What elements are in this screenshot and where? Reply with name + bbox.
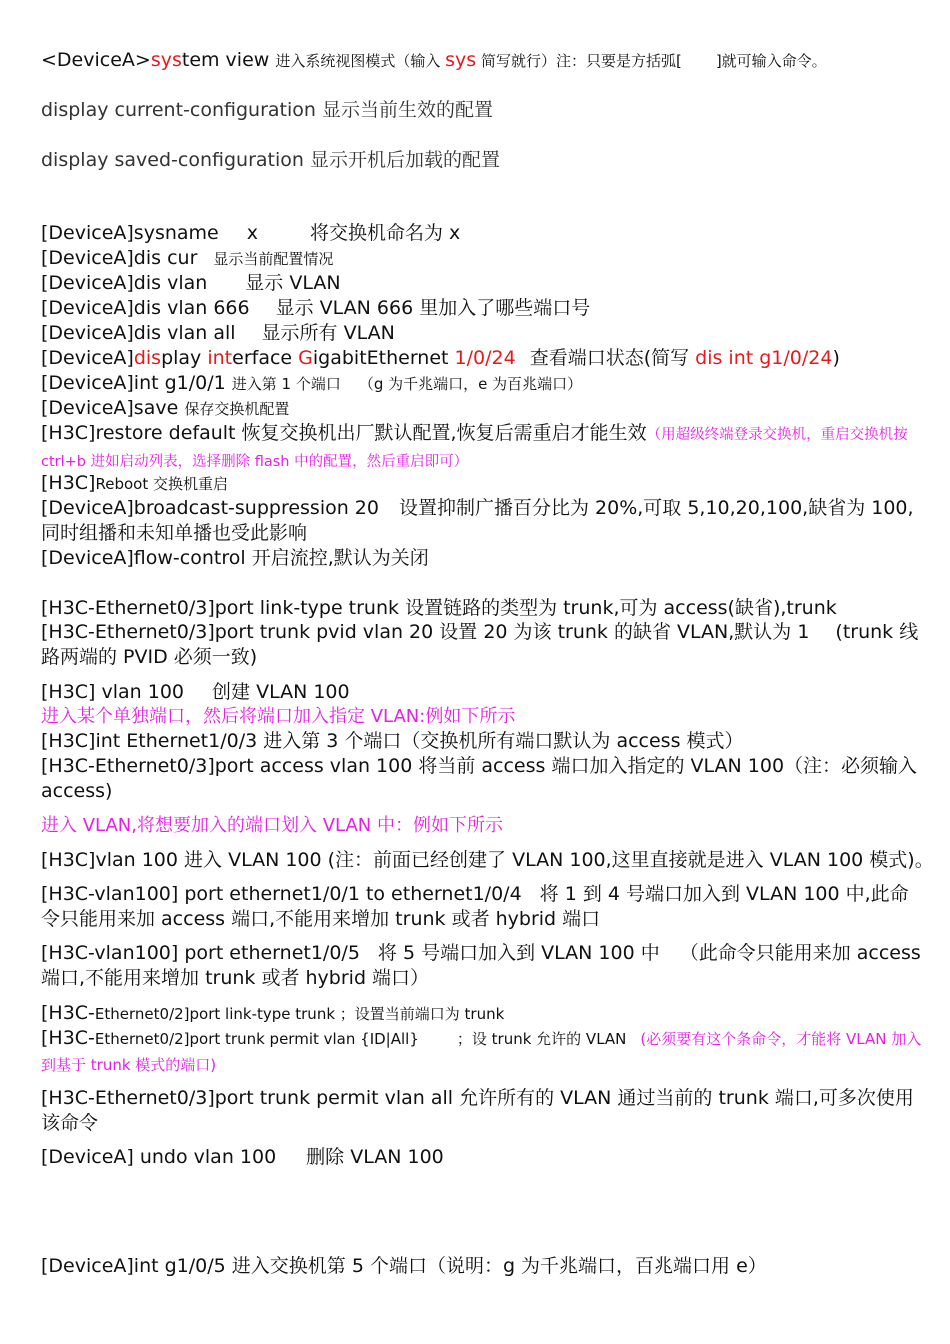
section-heading-text: 进入某个单独端口，然后将端口加入指定 VLAN:例如下所示	[41, 706, 516, 727]
line-dis-cur	[41, 246, 924, 272]
cmd-highlight-port: 1/0/24	[454, 347, 516, 369]
line-trunk-pvid	[41, 620, 924, 670]
desc-text: 删除 VLAN 100	[306, 1146, 444, 1168]
line-display-saved	[41, 148, 924, 173]
cmd-arg: x	[246, 222, 258, 244]
cmd-text: [DeviceA]sysname	[41, 222, 219, 244]
cmd-text-3: igabitEthernet	[312, 347, 455, 369]
desc-text: 开启流控,默认为关闭	[251, 547, 429, 569]
cmd-text: [DeviceA]dis cur	[41, 247, 198, 269]
line-enter-vlan-100	[41, 848, 934, 873]
line-port-access-vlan	[41, 754, 924, 804]
cmd-text: Ethernet0/2]port link-type trunk ；设置当前端口为 trunk	[94, 1005, 505, 1023]
cmd-text: [H3C-Ethernet0/3]port link-type trunk	[41, 597, 406, 619]
cmd-text: [DeviceA]broadcast-suppression 20	[41, 497, 379, 519]
desc-text: 将交换机命名为 x	[309, 222, 461, 244]
cmd-highlight-g: G	[298, 347, 313, 369]
desc-text: 将当前 access 端口加入指定的 VLAN 100（注：必须输入 access)	[41, 755, 918, 802]
desc-text: 交换机重启	[152, 475, 228, 493]
desc-text: 显示当前配置情况	[213, 250, 334, 268]
cmd-text: display current-configuration	[41, 99, 322, 121]
desc-text: 恢复交换机出厂默认配置,恢复后需重启才能生效	[241, 422, 647, 444]
desc-note: (trunk 线路两端的 PVID 必须一致)	[41, 621, 919, 668]
cmd-text: [H3C] vlan 100	[41, 681, 185, 703]
cmd-text: [DeviceA]dis vlan	[41, 272, 208, 294]
cmd-highlight-sys: sys	[150, 49, 182, 71]
desc-highlight-short: dis int g1/0/24	[695, 347, 833, 369]
cmd-text: Ethernet0/2]port trunk permit vlan {ID|All}	[94, 1030, 419, 1048]
line-port-range	[41, 882, 924, 932]
desc-text-2: 简写就行）注：只要是方括弧[	[476, 52, 682, 70]
desc-note: （g 为千兆端口，e 为百兆端口）	[358, 375, 583, 393]
line-flow-control	[41, 546, 924, 571]
section-heading-vlan-to-port	[41, 814, 924, 838]
desc-text: 允许所有的 VLAN 通过当前的 trunk 端口,可多次使用该命令	[41, 1087, 914, 1134]
desc-text: 显示开机后加载的配置	[309, 149, 500, 171]
cmd-text: [H3C-Ethernet0/3]port trunk permit vlan all	[41, 1087, 460, 1109]
cmd-text: play	[161, 347, 208, 369]
desc-text-3: ]就可输入命令。	[715, 52, 827, 70]
line-link-type-trunk	[41, 596, 924, 621]
line-int-g1	[41, 371, 924, 397]
cmd-text: [H3C]int Ethernet1/0/3	[41, 730, 264, 752]
cmd-text: [H3C-vlan100] port ethernet1/0/1 to ethernet1/0/4	[41, 883, 522, 905]
line-reboot	[41, 471, 924, 497]
desc-note: （用超级终端登录交换机，重启交换机按 ctrl+b 进如启动列表，选择删除 flash 中的配置，然后重启即可）	[41, 427, 908, 470]
cmd-highlight-int: int	[207, 347, 233, 369]
desc-text: 设置 20 为该 trunk 的缺省 VLAN,默认为 1	[439, 621, 810, 643]
cmd-text: [H3C-Ethernet0/3]port access vlan 100	[41, 755, 419, 777]
line-dis-vlan-all	[41, 321, 924, 346]
cmd-prompt: [H3C-	[41, 1002, 95, 1024]
cmd-text: display saved-configuration	[41, 149, 310, 171]
cmd-text: [DeviceA]int g1/0/5	[41, 1255, 232, 1277]
cmd-text: tem view	[181, 49, 276, 71]
cmd-prompt: [H3C]	[41, 472, 96, 494]
desc-text: ；设 trunk 允许的 VLAN	[456, 1030, 627, 1048]
desc-text-end: )	[832, 347, 840, 369]
desc-text: 进入系统视图模式（输入	[275, 52, 446, 70]
line-port-link-type-trunk-2	[41, 1001, 924, 1027]
desc-text: 将 1 到 4 号端口加入到 VLAN 100 中,此命令只能用来加 access 端口,不能用来增加 trunk 或者 hybrid 端口	[41, 883, 909, 930]
section-heading-port-to-vlan	[41, 705, 924, 729]
cmd-prompt: <DeviceA>	[41, 49, 151, 71]
desc-text: 保存交换机配置	[184, 400, 290, 418]
cmd-prompt: [H3C-	[41, 1027, 95, 1049]
desc-text: 显示所有 VLAN	[261, 322, 395, 344]
desc-text: 将 5 号端口加入到 VLAN 100 中	[377, 942, 660, 964]
line-display-current	[41, 98, 924, 123]
cmd-highlight-dis: dis	[133, 347, 162, 369]
desc-text: 设置链路的类型为 trunk,可为 access(缺省),trunk	[405, 597, 837, 619]
desc-text: 显示 VLAN 666 里加入了哪些端口号	[275, 297, 591, 319]
line-trunk-permit-id	[41, 1026, 924, 1078]
line-undo-vlan	[41, 1145, 924, 1170]
cmd-text: [H3C]vlan 100	[41, 849, 185, 871]
line-broadcast-suppression	[41, 496, 924, 546]
line-port-single	[41, 941, 924, 991]
line-save	[41, 396, 924, 422]
line-dis-vlan-666	[41, 296, 924, 321]
cmd-text: [H3C-Ethernet0/3]port trunk pvid vlan 20	[41, 621, 440, 643]
cmd-text: [H3C]restore default	[41, 422, 242, 444]
desc-note: (必须要有这个条命令，才能将 VLAN 加入到基于 trunk 模式的端口)	[41, 1030, 922, 1074]
desc-note: （此命令只能用来加 access 端口,不能用来增加 trunk 或者 hybrid 端口）	[41, 942, 921, 989]
desc-text: 进入第 1 个端口	[231, 375, 341, 393]
desc-text: 创建 VLAN 100	[212, 681, 350, 703]
line-trunk-permit-all	[41, 1086, 924, 1136]
line-restore-default	[41, 421, 924, 475]
line-system-view	[41, 48, 924, 74]
section-heading-text: 进入 VLAN,将想要加入的端口划入 VLAN 中：例如下所示	[41, 815, 503, 836]
cmd-text: [DeviceA]int g1/0/1	[41, 372, 232, 394]
desc-text: 进入 VLAN 100 (注：前面已经创建了 VLAN 100,这里直接就是进入 VLAN 100 模式)。	[184, 849, 934, 871]
line-int-ethernet	[41, 729, 924, 754]
cmd-text: [DeviceA] undo vlan 100	[41, 1146, 277, 1168]
cmd-text: [DeviceA]dis vlan 666	[41, 297, 250, 319]
cmd-text: Reboot	[95, 475, 153, 493]
cmd-text: [DeviceA]flow-control	[41, 547, 252, 569]
desc-text: 显示 VLAN	[245, 272, 341, 294]
line-sysname	[41, 221, 924, 246]
cmd-text: [DeviceA]dis vlan all	[41, 322, 236, 344]
desc-text: 查看端口状态(简写	[529, 347, 696, 369]
line-display-interface	[41, 346, 924, 371]
cmd-text: [H3C-vlan100] port ethernet1/0/5	[41, 942, 360, 964]
line-dis-vlan	[41, 271, 924, 296]
cmd-prompt: [DeviceA]	[41, 347, 134, 369]
desc-text: 设置抑制广播百分比为 20%,可取 5,10,20,100,缺省为 100,同时组播和未知单播也受此影响	[41, 497, 914, 544]
desc-text: 显示当前生效的配置	[321, 99, 493, 121]
cmd-text-2: erface	[232, 347, 299, 369]
desc-text: 进入交换机第 5 个端口（说明：g 为千兆端口，百兆端口用 e）	[231, 1255, 767, 1277]
cmd-text: [DeviceA]save	[41, 397, 185, 419]
desc-highlight-sys: sys	[445, 49, 477, 71]
line-int-g5	[41, 1254, 924, 1279]
line-vlan-100	[41, 680, 924, 705]
desc-text: 进入第 3 个端口（交换机所有端口默认为 access 模式）	[263, 730, 744, 752]
